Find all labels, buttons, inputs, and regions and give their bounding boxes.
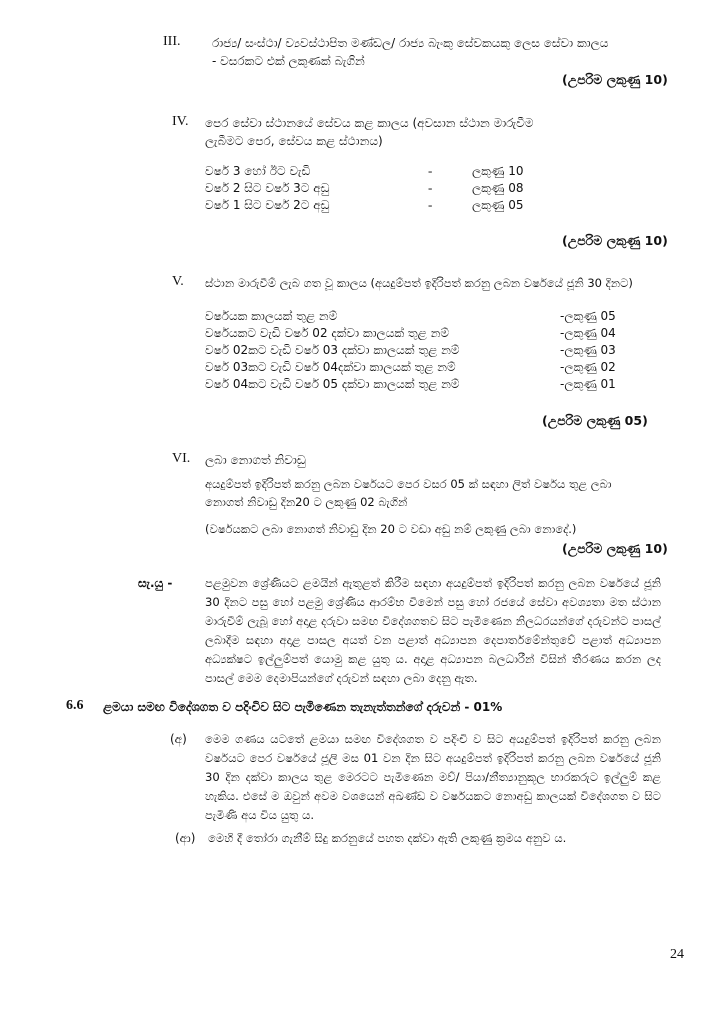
section-iv-numeral: IV. <box>172 114 189 129</box>
section-iv-row-dash: - <box>428 163 433 178</box>
section-iii-line2: - වසරකට එක් ලකුණක් බැගින් <box>212 54 365 68</box>
section-v-line1: ස්ථාන මාරුවීම් ලැබ ගත වූ කාලය (අයදුම්පත් ඉදිරිපත් කරනු ලබන වර්ෂයේ ජූනි 30 දිනට) <box>205 276 633 290</box>
section-iv-row-label: වර්ෂ 1 සිට වර්ෂ 2ට අඩු <box>205 198 330 212</box>
section-iv-line1: පෙර සේවා ස්ථානයේ සේවය කළ කාලය (අවසාන ස්ථාන මාරුවීම <box>205 116 534 130</box>
para-b-text: මෙහි දී තෝරා ගැනීම් සිදු කරනුයේ පහත දක්වා ඇති ලකුණු ක්‍රමය අනුව ය. <box>208 831 567 845</box>
section-v-row-label: වර්ෂයක කාලයක් තුළ නම් <box>205 309 338 323</box>
section-v-row-score: -ලකුණු 01 <box>560 377 616 391</box>
section-iii-numeral: III. <box>163 34 181 49</box>
section-iv-line2: ලැබීමට පෙර, සේවය කළ ස්ථානය) <box>205 134 383 148</box>
section-iv-row-dash: - <box>428 197 433 212</box>
section-v-row-score: -ලකුණු 02 <box>560 360 616 374</box>
section-v-row-label: වර්ෂයකට වැඩි වර්ෂ 02 දක්වා කාලයක් තුළ නම් <box>205 326 449 340</box>
section-v-row-score: -ලකුණු 04 <box>560 326 616 340</box>
section-iii-max-marks: (උපරිම ලකුණු 10) <box>562 72 668 87</box>
note-text: පළමුවන ශ්‍රේණියට ළමයින් ඇතුළත් කිරීම සඳහා අයදුම්පත් ඉදිරිපත් කරනු ලබන වර්ෂයේ ජූනි 30 දිනට පසු හෝ පළමු ශ්‍රේණිය ආරම්භ වීමෙන් පසු හෝ රජයේ සේවා අවශ්‍යතා මත ස්ථාන මාරුවීම් ලැබූ හෝ අදාළ දරුවා සමඟ විදේශගතව සිට පැමිණෙන නිලධරයන්ගේ දරුවන්ට පාසල් ලබාදීම සඳහා අදාළ පාසල අයත් වන පළාත් අධ්‍යාපන දෙපාර්තමේන්තුවේ පළාත් අධ්‍යාපන අධ්‍යක්ෂට ඉල්ලුම්පත් යොමු කළ යුතු ය. අදාළ අධ්‍යාපන බලධාරීන් විසින් තීරණය කරන ලද පාසල් මෙම දෙමාපියන්ගේ දරුවන් සඳහා ලබා දෙනු ඇත. <box>205 576 662 685</box>
section-iv-row-score: ලකුණු 08 <box>472 181 524 195</box>
section-v-row-label: වර්ෂ 02කට වැඩි වර්ෂ 03 දක්වා කාලයක් තුළ නම් <box>205 343 460 357</box>
section-v-row-score: -ලකුණු 03 <box>560 343 616 357</box>
section-iv-row-score: ලකුණු 10 <box>472 164 524 178</box>
note-label: සැ.යු - <box>138 576 173 590</box>
section-vi-max-marks: (උපරිම ලකුණු 10) <box>562 541 668 556</box>
section-v-row-label: වර්ෂ 03කට වැඩි වර්ෂ 04දක්වා කාලයක් තුළ නම් <box>205 360 456 374</box>
section-iii-line1: රාජ්‍ය/ සංස්ථා/ ව්‍යවස්ථාපිත මණ්ඩල/ රාජ්‍ය බැංකු සේවකයකු ලෙස සේවා කාලය <box>212 36 609 50</box>
section-iv-row-dash: - <box>428 180 433 195</box>
section-vi-text-line1: අයදුම්පත් ඉදිරිපත් කරනු ලබන වර්ෂයට පෙර වසර 05 ක් සඳහා ලිත් වර්ෂය තුළ ලබා <box>205 477 612 491</box>
section-v-max-marks: (උපරිම ලකුණු 05) <box>542 413 648 428</box>
section-vi-numeral: VI. <box>172 451 191 466</box>
section-6-6-number: 6.6 <box>66 698 84 713</box>
section-iv-row-label: වර්ෂ 2 සිට වර්ෂ 3ට අඩු <box>205 181 330 195</box>
section-6-6-title: ළමයා සමඟ විදේශගත ව පදිංචිව සිට පැමිණෙන තැනැත්තන්ගේ දරුවන් - 01% <box>103 700 503 714</box>
section-iv-row-score: ලකුණු 05 <box>472 198 524 212</box>
section-v-row-score: -ලකුණු 05 <box>560 309 616 323</box>
section-v-row-label: වර්ෂ 04කට වැඩි වර්ෂ 05 දක්වා කාලයක් තුළ නම් <box>205 377 460 391</box>
para-a-text: මෙම ගණය යටතේ ළමයා සමඟ විදේශගත ව පදිංචි ව සිට අයදුම්පත් ඉදිරිපත් කරනු ලබන වර්ෂයට පෙර වර්ෂයේ ජූලි මස 01 වන දින සිට අයදුම්පත් ඉදිරිපත් කරනු ලබන වර්ෂයේ ජූනි 30 දින දක්වා කාලය තුළ මෙරටට පැමිණෙන මව්/ පියා/නීත්‍යානුකූල භාරකරුට ඉල්ලුම් කළ හැකිය. එසේ ම ඔවුන් අවම වශයෙන් අඛණ්ඩ ව වර්ෂයකට නොඅඩු කාලයක් විදේශගත ව සිට පැමිණි අය විය යුතු ය. <box>205 732 661 822</box>
section-vi-text-line2: නොගත් නිවාඩු දින20 ට ලකුණු 02 බැගින් <box>205 495 408 509</box>
section-v-numeral: V. <box>172 274 184 289</box>
section-iv-max-marks: (උපරිම ලකුණු 10) <box>562 233 668 248</box>
page-number: 24 <box>670 947 684 962</box>
section-vi-line1: ලබා නොගත් නිවාඩු <box>205 453 306 467</box>
section-iv-row-label: වර්ෂ 3 හෝ ඊට වැඩි <box>205 164 311 178</box>
para-b-label: (ආ) <box>175 831 196 845</box>
para-a-label: (අ) <box>170 732 187 746</box>
section-vi-note: (වර්ෂයකට ලබා නොගත් නිවාඩු දින 20 ට වඩා අඩු නම් ලකුණු ලබා නොදේ.) <box>205 522 577 536</box>
